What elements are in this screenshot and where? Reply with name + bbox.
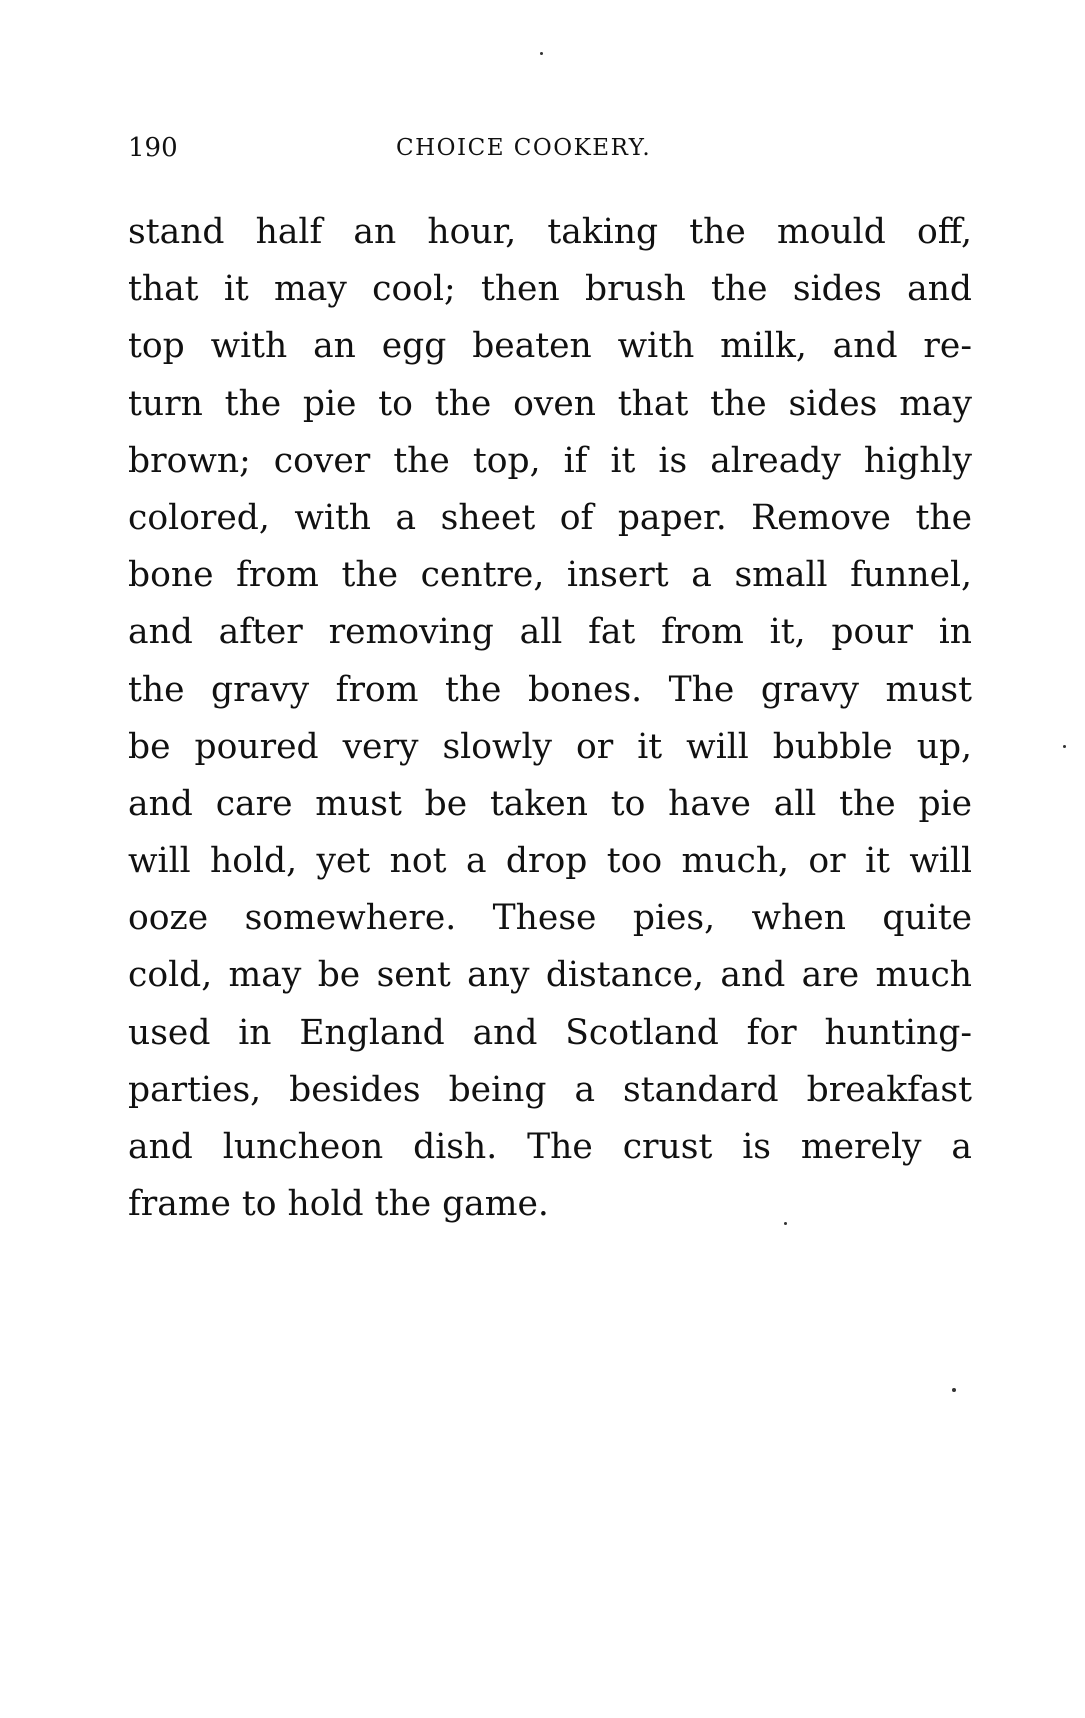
text-line-last: frame to hold the game. <box>128 1184 549 1225</box>
running-head: CHOICE COOKERY. <box>396 135 652 161</box>
text-line: and luncheon dish. The crust is merely a <box>128 1127 972 1167</box>
scan-speck <box>952 1388 956 1392</box>
text-line: bone from the centre, insert a small funnel, <box>128 555 972 596</box>
scan-speck <box>784 1222 787 1225</box>
text-line: top with an egg beaten with milk, and re- <box>128 326 972 367</box>
text-line: and care must be taken to have all the pie <box>128 783 972 824</box>
text-line: the gravy from the bones. The gravy must <box>128 669 972 710</box>
text-line: turn the pie to the oven that the sides may <box>128 383 972 424</box>
scan-speck <box>540 52 543 55</box>
text-line: brown; cover the top, if it is already highly <box>128 440 972 481</box>
body-paragraph <box>128 204 972 1233</box>
text-line: and after removing all fat from it, pour in <box>128 612 972 653</box>
page-number: 190 <box>128 133 178 163</box>
text-line: cold, may be sent any distance, and are much <box>128 955 972 996</box>
text-line: ooze somewhere. These pies, when quite <box>128 898 972 939</box>
text-line: used in England and Scotland for hunting- <box>128 1012 972 1053</box>
text-line: will hold, yet not a drop too much, or it will <box>128 841 972 882</box>
text-line: parties, besides being a standard breakfast <box>128 1069 972 1110</box>
text-line: that it may cool; then brush the sides and <box>128 269 972 310</box>
scan-speck <box>1063 745 1066 748</box>
text-line: stand half an hour, taking the mould off, <box>128 212 972 252</box>
text-line: colored, with a sheet of paper. Remove the <box>128 497 972 538</box>
page-header <box>128 128 972 168</box>
text-line: be poured very slowly or it will bubble up, <box>128 726 972 767</box>
